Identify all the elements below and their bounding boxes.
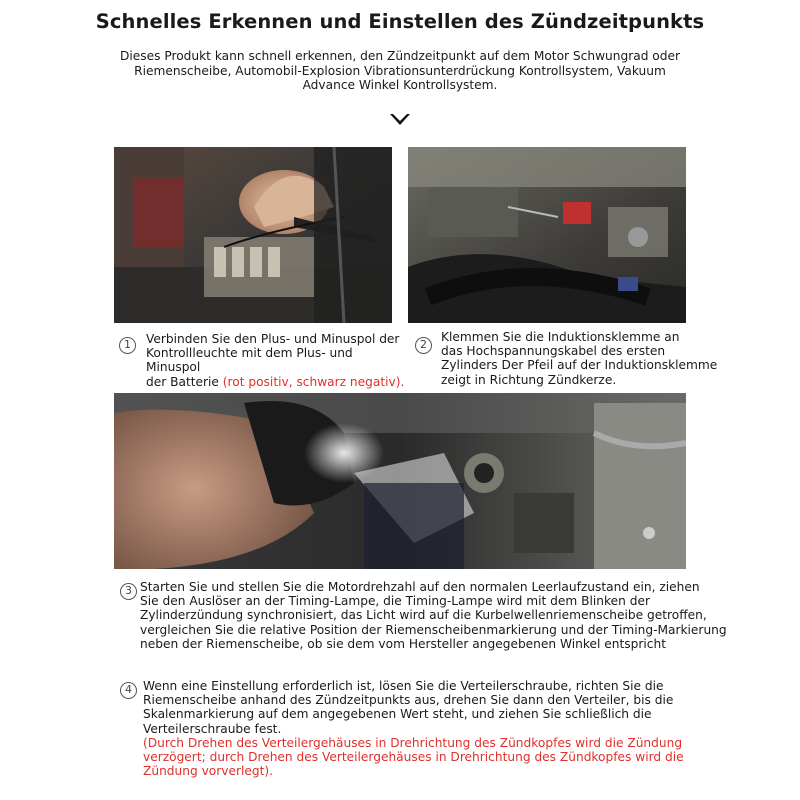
- step-3-text: [140, 580, 790, 651]
- intro-line: Riemenscheibe, Automobil-Explosion Vibrationsunterdrückung Kontrollsystem, Vakuum: [134, 63, 666, 78]
- step-note-line: verzögert; durch Drehen des Verteilergehäuses in Drehrichtung des Zündkopfes wird die: [143, 750, 684, 765]
- chevron-down-icon: [388, 112, 412, 128]
- step-note-line: (Durch Drehen des Verteilergehäuses in Drehrichtung des Zündkopfes wird die Zündung: [143, 735, 683, 750]
- intro-line: Dieses Produkt kann schnell erkennen, den Zündzeitpunkt auf dem Motor Schwungrad oder: [119, 49, 681, 63]
- step-line: Riemenscheibe anhand des Zündzeitpunkts aus, drehen Sie dann den Verteiler, bis die: [143, 693, 674, 708]
- step-note-line: Zündung vorverlegt).: [143, 764, 274, 779]
- step-line: Skalenmarkierung auf dem angegebenen Wert steht, und ziehen Sie schließlich die: [143, 707, 652, 722]
- step-line: neben der Riemenscheibe, ob sie dem vom Hersteller angegebenen Winkel entspricht: [140, 636, 666, 651]
- step-line: Zylinders Der Pfeil auf der Induktionsklemme: [441, 358, 718, 373]
- step-line: Verteilerschraube fest.: [143, 721, 282, 736]
- step-line: Starten Sie und stellen Sie die Motordrehzahl auf den normalen Leerlaufzustand ein, ziehen: [140, 580, 700, 594]
- step-2-text: [441, 330, 731, 387]
- step-line-normal: der Batterie: [146, 374, 223, 389]
- step-line: Klemmen Sie die Induktionsklemme an: [441, 330, 680, 344]
- step-2-number: [415, 337, 432, 354]
- step-number-text: 1: [124, 338, 131, 351]
- battery-clamp-photo: [114, 147, 392, 323]
- step-3-number: [120, 583, 137, 600]
- step-line: Verbinden Sie den Plus- und Minuspol der: [146, 332, 400, 346]
- step-number-text: 2: [420, 338, 427, 351]
- step-line: das Hochspannungskabel des ersten: [441, 344, 666, 359]
- page-title: Schnelles Erkennen und Einstellen des Zündzeitpunkts: [95, 10, 705, 33]
- intro-line: Advance Winkel Kontrollsystem.: [302, 78, 498, 92]
- intro-paragraph: [110, 49, 690, 93]
- step-line-highlight: (rot positiv, schwarz negativ).: [222, 374, 405, 389]
- induction-clamp-photo: [408, 147, 686, 323]
- step-line: [146, 375, 406, 389]
- step-line: zeigt in Richtung Zündkerze.: [441, 372, 617, 387]
- step-4-text: [143, 679, 793, 778]
- step-line: Sie den Auslöser an der Timing-Lampe, die Timing-Lampe wird mit dem Blinken der: [140, 594, 650, 609]
- step-number-text: 4: [125, 683, 132, 696]
- step-1-text: [146, 332, 406, 389]
- step-line: Zylinderzündung synchronisiert, das Licht wird auf die Kurbelwellenriemenscheibe getroffen,: [140, 608, 707, 623]
- step-line: Kontrollleuchte mit dem Plus- und Minuspol: [146, 346, 353, 375]
- timing-lamp-photo: [114, 393, 686, 569]
- step-1-number: [119, 337, 136, 354]
- step-4-number: [120, 682, 137, 699]
- step-number-text: 3: [125, 584, 132, 597]
- step-line: Wenn eine Einstellung erforderlich ist, lösen Sie die Verteilerschraube, richten Sie die: [143, 679, 664, 693]
- step-line: vergleichen Sie die relative Position der Riemenscheibenmarkierung und der Timing-Markierung: [140, 622, 727, 637]
